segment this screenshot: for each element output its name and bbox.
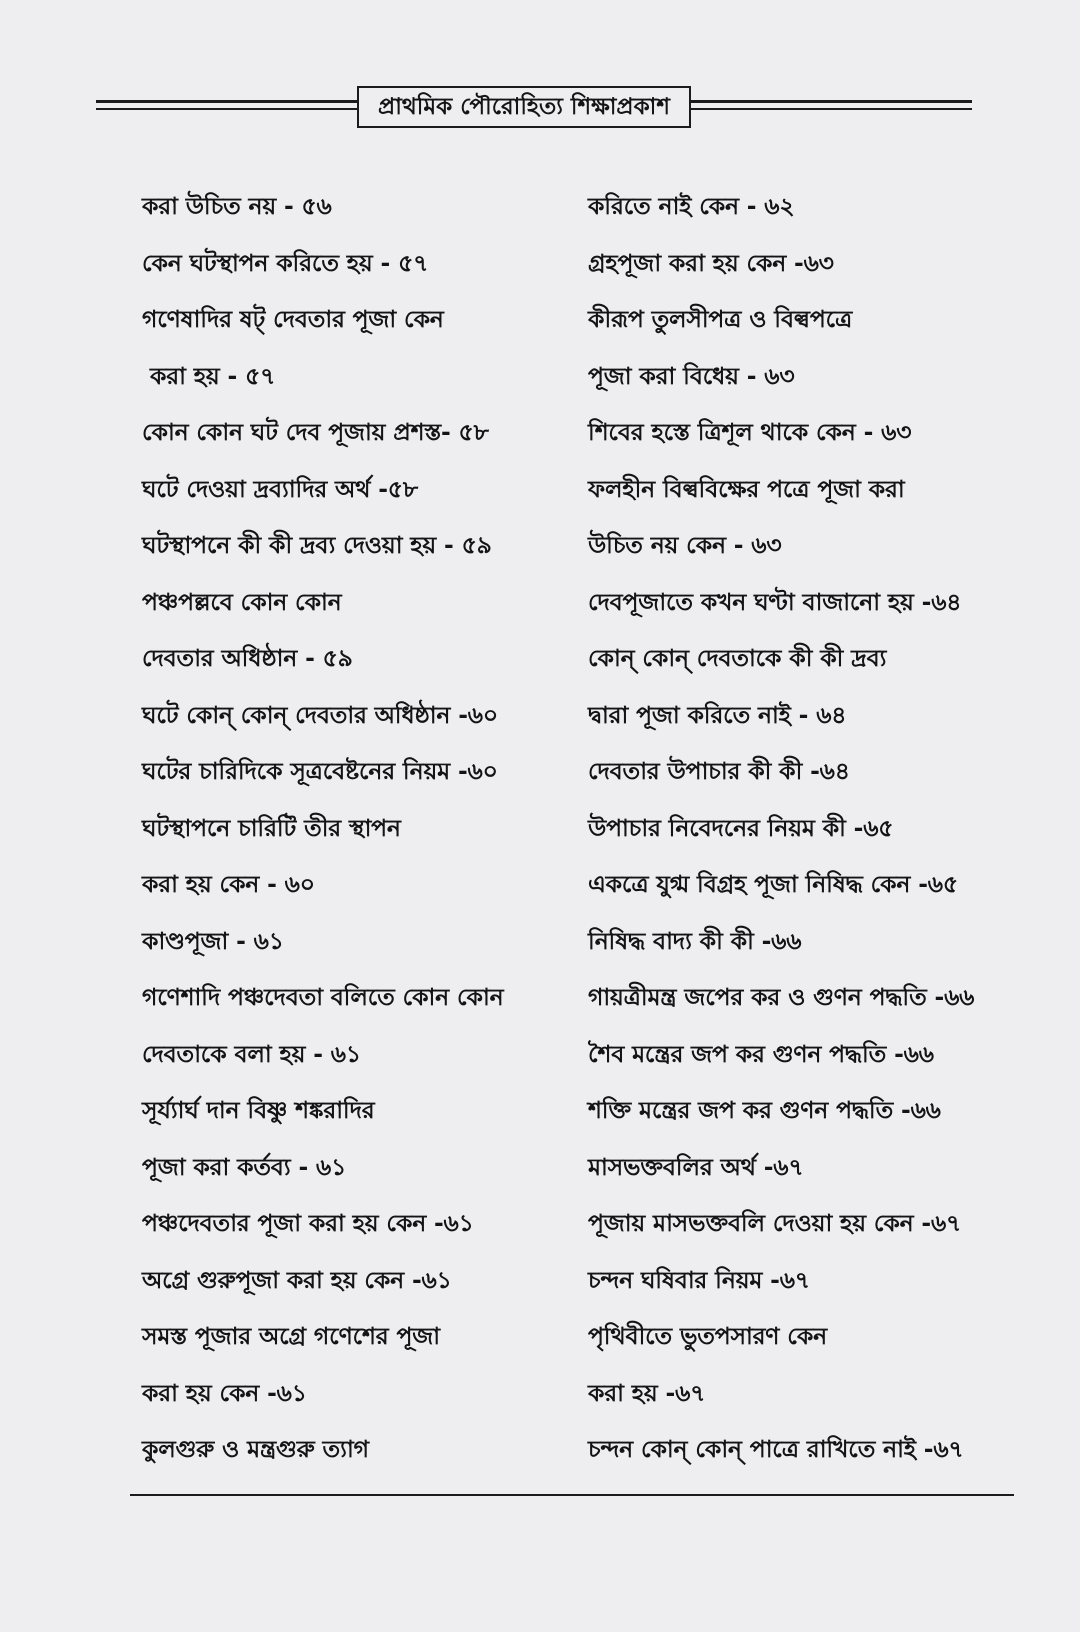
toc-entry: পঞ্চপল্লবে কোন কোন: [142, 587, 342, 616]
toc-entry: ঘটস্থাপনে কী কী দ্রব্য দেওয়া হয় - ৫৯: [142, 531, 492, 559]
toc-entry: কোন্ কোন্ দেবতাকে কী কী দ্রব্য: [588, 644, 887, 672]
toc-entry: চন্দন কোন্ কোন্ পাত্রে রাখিতে নাই -৬৭: [588, 1435, 964, 1463]
toc-entry: ঘটের চারিদিকে সূত্রবেষ্টনের নিয়ম -৬০: [142, 757, 498, 785]
toc-entry: পূজা করা কর্তব্য - ৬১: [142, 1152, 347, 1181]
toc-entry: দেবতাকে বলা হয় - ৬১: [142, 1039, 361, 1068]
toc-entry: ঘটে দেওয়া দ্রব্যাদির অর্থ -৫৮: [142, 474, 418, 503]
toc-entry: করা হয় কেন -৬১: [142, 1378, 307, 1407]
footer-rule: [130, 1494, 1014, 1496]
toc-entry: শক্তি মন্ত্রের জপ কর গুণন পদ্ধতি -৬৬: [588, 1096, 941, 1124]
toc-entry: ফলহীন বিল্ববিক্ষের পত্রে পূজা করা: [588, 474, 905, 503]
toc-entry: কাণ্ডপূজা - ৬১: [142, 926, 284, 955]
header-title: প্রাথমিক পৌরোহিত্য শিক্ষাপ্রকাশ: [378, 93, 670, 120]
toc-entry: কোন কোন ঘট দেব পূজায় প্রশস্ত- ৫৮: [142, 418, 489, 446]
toc-entry: কেন ঘটস্থাপন করিতে হয় - ৫৭: [142, 248, 429, 277]
toc-entry: পঞ্চদেবতার পূজা করা হয় কেন -৬১: [142, 1209, 474, 1237]
right-column: [588, 186, 1008, 1486]
toc-entry: করিতে নাই কেন - ৬২: [588, 192, 795, 220]
toc-entry: দেবতার উপাচার কী কী -৬৪: [588, 757, 850, 785]
toc-entry: ঘটস্থাপনে চারিটি তীর স্থাপন: [142, 813, 401, 842]
toc-entry: পৃথিবীতে ভুতপসারণ কেন: [588, 1322, 827, 1350]
running-header: [357, 86, 691, 128]
toc-entry: সমস্ত পূজার অগ্রে গণেশের পূজা: [142, 1322, 440, 1350]
toc-entry: গণেশাদি পঞ্চদেবতা বলিতে কোন কোন: [142, 983, 504, 1011]
toc-entry: পূজা করা বিধেয় - ৬৩: [588, 361, 795, 390]
toc-entry: কুলগুরু ও মন্ত্রগুরু ত্যাগ: [142, 1435, 369, 1463]
toc-entry: ঘটে কোন্ কোন্ দেবতার অধিষ্ঠান -৬০: [142, 700, 498, 729]
toc-entry: করা উচিত নয় - ৫৬: [142, 192, 332, 220]
toc-entry: শিবের হস্তে ত্রিশূল থাকে কেন - ৬৩: [588, 418, 912, 446]
toc-entry: করা হয় কেন - ৬০: [142, 870, 315, 898]
toc-entry: করা হয় - ৫৭: [150, 361, 276, 390]
toc-entry: মাসভক্তবলির অর্থ -৬৭: [588, 1152, 804, 1181]
toc-entry: করা হয় -৬৭: [588, 1378, 706, 1407]
toc-entry: দেবপূজাতে কখন ঘণ্টা বাজানো হয় -৬৪: [588, 587, 962, 616]
toc-entry: দ্বারা পূজা করিতে নাই - ৬৪: [588, 700, 847, 729]
left-column: [142, 186, 562, 1486]
toc-entry: উচিত নয় কেন - ৬৩: [588, 531, 782, 559]
toc-entry: কীরূপ তুলসীপত্র ও বিল্বপত্রে: [588, 305, 853, 333]
toc-entry: সূর্য্যার্ঘ দান বিষ্ণু শঙ্করাদির: [142, 1096, 375, 1124]
toc-entry: অগ্রে গুরুপূজা করা হয় কেন -৬১: [142, 1265, 452, 1294]
toc-entry: উপাচার নিবেদনের নিয়ম কী -৬৫: [588, 813, 894, 842]
toc-entry: নিষিদ্ধ বাদ্য কী কী -৬৬: [588, 926, 802, 955]
toc-entry: পূজায় মাসভক্তবলি দেওয়া হয় কেন -৬৭: [588, 1209, 962, 1237]
toc-entry: গ্রহপূজা করা হয় কেন -৬৩: [588, 248, 834, 277]
toc-entry: চন্দন ঘষিবার নিয়ম -৬৭: [588, 1265, 810, 1294]
toc-entry: গণেষাদির ষট্ দেবতার পূজা কেন: [142, 305, 444, 333]
toc-entry: একত্রে যুগ্ম বিগ্রহ পূজা নিষিদ্ধ কেন -৬৫: [588, 870, 958, 898]
toc-entry: শৈব মন্ত্রের জপ কর গুণন পদ্ধতি -৬৬: [588, 1039, 934, 1068]
toc-entry: গায়ত্রীমন্ত্র জপের কর ও গুণন পদ্ধতি -৬৬: [588, 983, 975, 1011]
toc-entry: দেবতার অধিষ্ঠান - ৫৯: [142, 644, 353, 672]
